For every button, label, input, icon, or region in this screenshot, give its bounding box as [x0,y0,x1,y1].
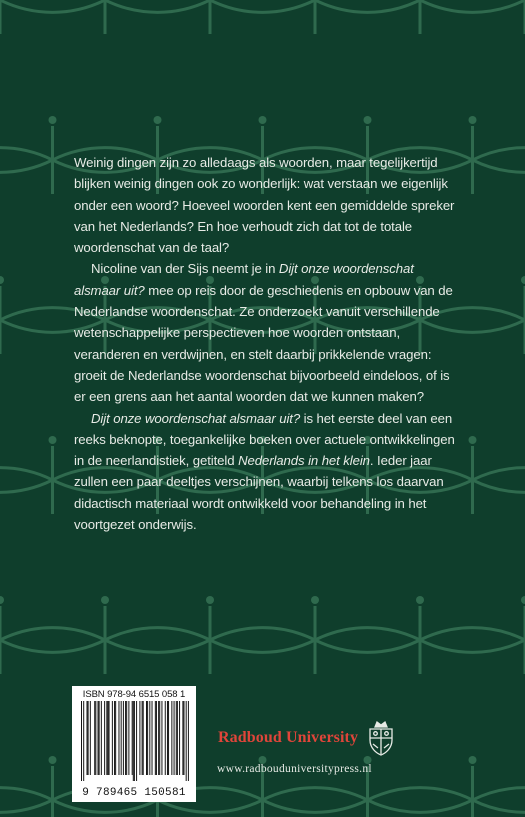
book-title-italic-2: Dijt onze woordenschat alsmaar uit? [91,410,301,426]
barcode-bars [81,701,189,781]
back-cover-blurb [74,152,460,535]
blurb-p2-start: Nicoline van der Sijs neemt je in [91,261,279,277]
radboud-crest-icon [364,718,398,758]
isbn-barcode [72,686,196,802]
isbn-label: ISBN 978-94 6515 058 1 [82,689,186,700]
blurb-p3-end: . Ieder jaar zullen een paar deeltjes verschijnen, waarbij telkens los daarvan didactisch materiaal wordt ontwikkeld voor behandeling in het voortgezet onderwijs. [74,453,444,533]
blurb-p2-end: mee op reis door de geschiedenis en opbouw van de Nederlandse woordenschat. Ze onderzoekt vanuit verschillende wetenschappelijke perspectieven hoe woorden ontstaan, veranderen en verdwijnen, en stelt daarbij prikkelende vragen: groeit de Nederlandse woordenschat bijvoorbeeld eindeloos, of is er een grens aan het aantal woorden dat we kunnen maken? [74,282,453,405]
blurb-paragraph-3 [74,408,460,536]
isbn-digits: 9 789465 150581 [82,787,186,799]
series-title-italic: Nederlands in het klein [238,453,370,469]
publisher-logo [218,718,398,758]
book-title-italic: Dijt onze woordenschat alsmaar uit? [74,261,414,298]
publisher-name: Radboud University [218,729,359,746]
blurb-paragraph-2 [74,258,460,407]
blurb-p3-middle: is het eerste deel van een reeks beknopte, toegankelijke boeken over actuele ontwikkelingen in de neerlandistiek, getiteld [74,410,455,469]
publisher-url[interactable]: www.radbouduniversitypress.nl [217,763,372,775]
blurb-paragraph-1: Weinig dingen zijn zo alledaags als woorden, maar tegelijkertijd blijken weinig dingen ook zo wonderlijk: wat verstaan we eigenlijk onder een woord? Hoeveel woorden kent een gemiddelde spreker van het Nederlands? En hoe verhoudt zich dat tot de totale woordenschat van de taal? [74,155,455,256]
